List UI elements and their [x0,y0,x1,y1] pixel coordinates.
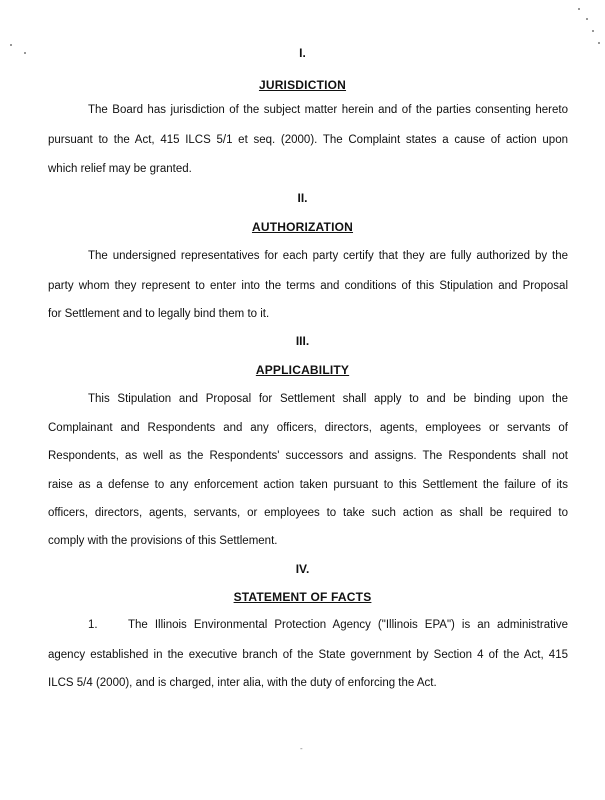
section-heading-applicability: APPLICABILITY [255,363,350,377]
section-heading-statement-of-facts: STATEMENT OF FACTS [233,590,372,604]
scan-speck [598,42,600,44]
paragraph-line: officers, directors, agents, servants, or employees to take such action as shall be required to [48,507,568,519]
paragraph-line: The Illinois Environmental Protection Agency ("Illinois EPA") is an administrative [128,619,568,631]
paragraph-line: Complainant and Respondents and any officers, directors, agents, employees or servants of [48,422,568,434]
scan-speck [578,8,580,10]
paragraph-line: ILCS 5/4 (2000), and is charged, inter alia, with the duty of enforcing the Act. [48,677,437,689]
paragraph-line: The Board has jurisdiction of the subject matter herein and of the parties consenting hereto [88,104,568,116]
section-numeral-2: II. [297,191,308,205]
paragraph-line: comply with the provisions of this Settlement. [48,535,278,547]
fact-number: 1. [88,619,98,631]
paragraph-line: pursuant to the Act, 415 ILCS 5/1 et seq. (2000). The Complaint states a cause of action upon [48,134,568,146]
paragraph-line: This Stipulation and Proposal for Settlement shall apply to and be binding upon the [88,393,568,405]
paragraph-line: which relief may be granted. [48,163,192,175]
section-heading-authorization: AUTHORIZATION [251,220,354,234]
page-number-mark: - [300,744,303,753]
section-heading-jurisdiction: JURISDICTION [258,78,347,92]
paragraph-line: for Settlement and to legally bind them to it. [48,308,270,320]
section-numeral-3: III. [295,334,310,348]
section-numeral-1: I. [299,46,306,60]
scan-speck [592,30,594,32]
paragraph-line: party whom they represent to enter into the terms and conditions of this Stipulation and Proposal [48,280,568,292]
paragraph-line: agency established in the executive branch of the State government by Section 4 of the Act, 415 [48,649,568,661]
paragraph-line: The undersigned representatives for each party certify that they are fully authorized by the [88,250,568,262]
scan-speck [586,18,588,20]
paragraph-line: Respondents, as well as the Respondents' successors and assigns. The Respondents shall not [48,450,568,462]
paragraph-line: raise as a defense to any enforcement action taken pursuant to this Settlement the failure of its [48,479,568,491]
section-numeral-4: IV. [295,562,310,576]
